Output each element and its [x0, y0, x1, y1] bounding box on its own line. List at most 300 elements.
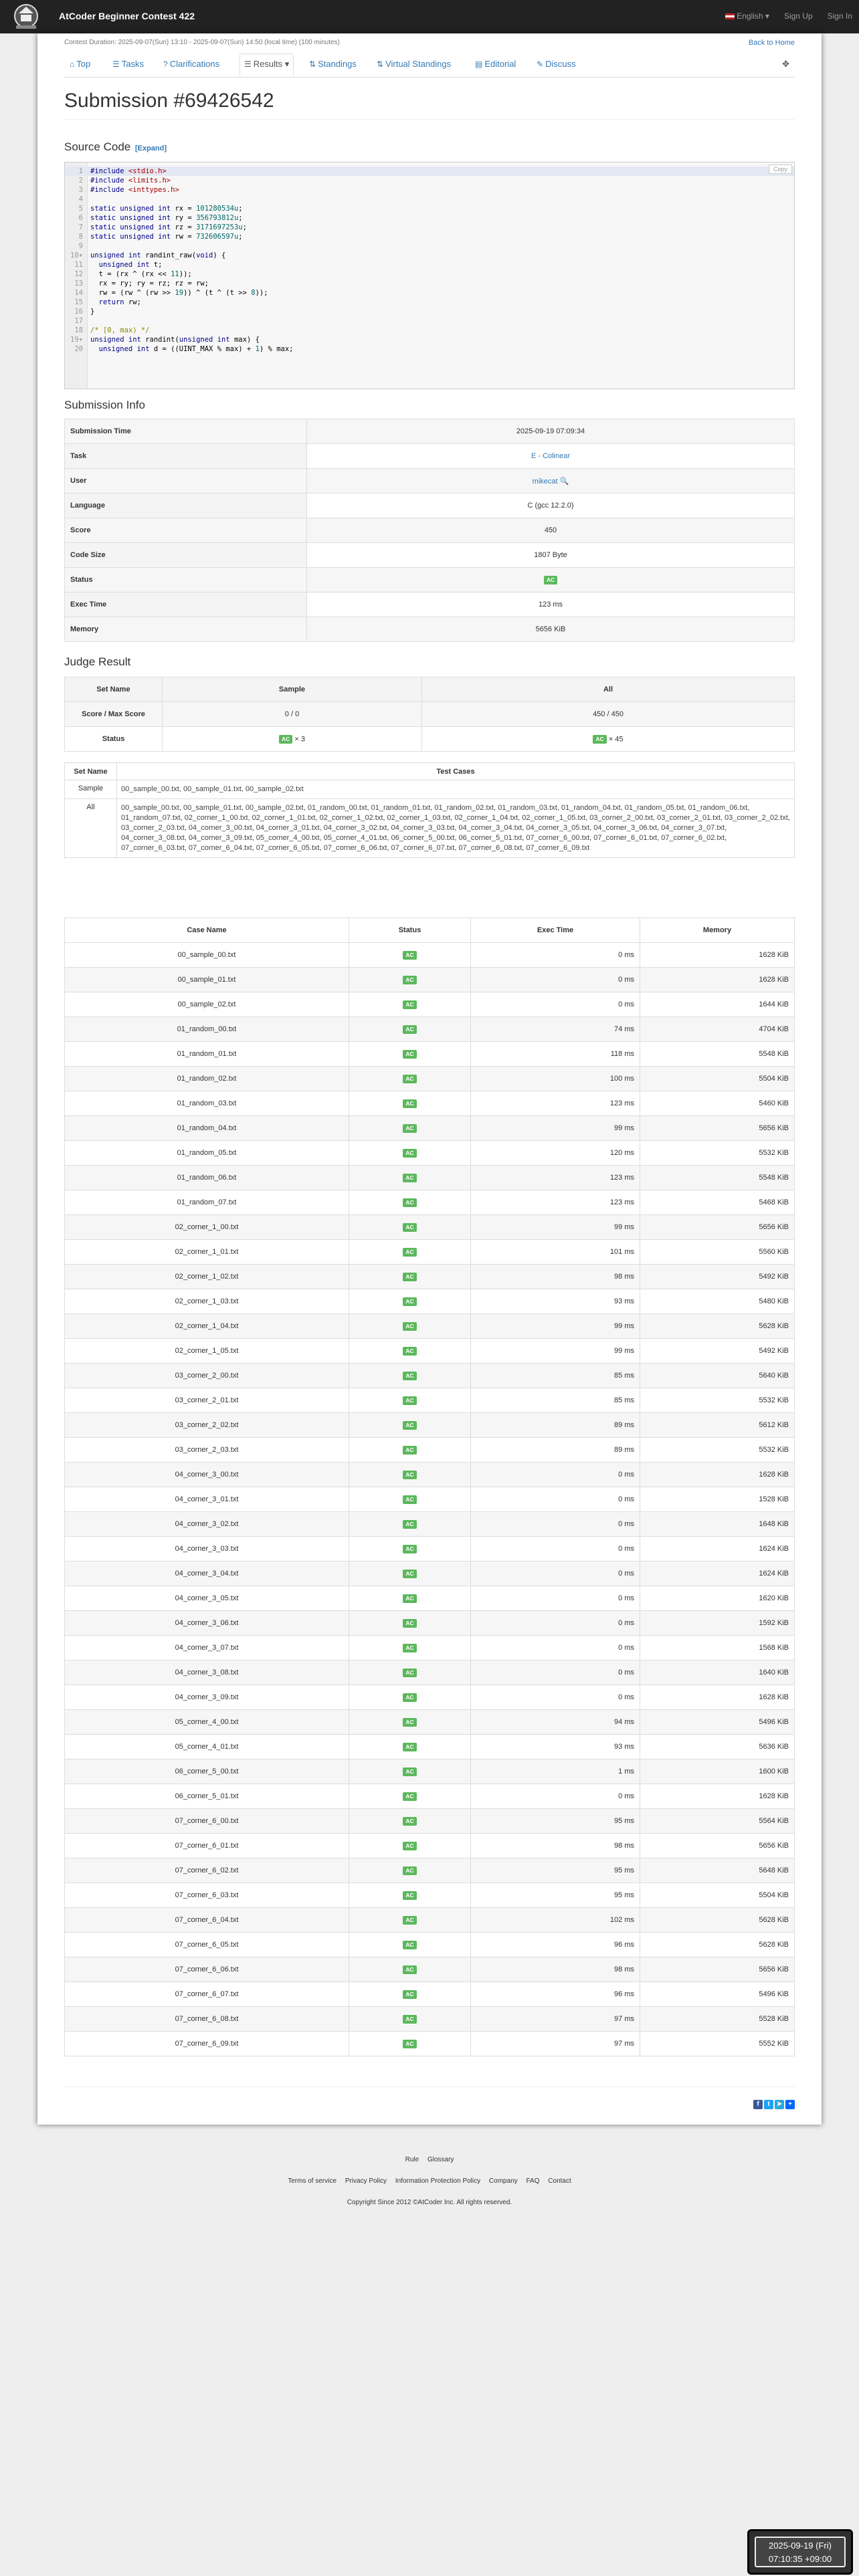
- status-badge-cell: [349, 1933, 471, 1957]
- table-row: [65, 2007, 795, 2032]
- info-label: Task: [65, 444, 307, 469]
- line-number: 13: [74, 280, 83, 288]
- code-text: static unsigned int ry = 356793812u;: [90, 214, 243, 222]
- status-badge: AC: [403, 1000, 416, 1009]
- exec-time-cell: [471, 1289, 640, 1314]
- case-name-cell: [65, 1017, 349, 1042]
- status-badge: AC: [279, 735, 292, 744]
- column-header: Test Cases: [117, 763, 795, 780]
- exec-time-cell: [471, 1685, 640, 1710]
- status-badge-cell: [349, 992, 471, 1017]
- line-number: 6: [78, 214, 83, 222]
- case-name-cell: [65, 1759, 349, 1784]
- info-row-exec-time: [65, 593, 795, 617]
- case-name: 01_random_02.txt: [177, 1075, 237, 1083]
- score-value: 450: [307, 518, 795, 543]
- footer-link-faq[interactable]: FAQ: [526, 2177, 540, 2185]
- main-container: [37, 33, 822, 2125]
- status-badge-cell: [349, 968, 471, 992]
- info-label: Memory: [65, 617, 307, 642]
- status-badge-cell: [349, 1685, 471, 1710]
- exec-time: 93 ms: [614, 1297, 634, 1305]
- code-line: [65, 270, 794, 279]
- home-icon: ⌂: [70, 60, 75, 69]
- memory-cell: [640, 1017, 795, 1042]
- memory-cell: [640, 1537, 795, 1562]
- exec-time-cell: [471, 1562, 640, 1586]
- status-badge-cell: [349, 1364, 471, 1388]
- info-row-score: [65, 518, 795, 543]
- memory-cell: [640, 1240, 795, 1265]
- sign-up-link[interactable]: Sign Up: [783, 11, 813, 21]
- code-line: [65, 251, 794, 260]
- tab-virtual-standings[interactable]: [377, 59, 451, 69]
- line-number: 19▾: [70, 336, 83, 344]
- user-link[interactable]: mikecat: [532, 477, 558, 486]
- status-badge: AC: [403, 1372, 416, 1380]
- status-badge: AC: [403, 1594, 416, 1603]
- code-line: [65, 167, 794, 176]
- exec-time-cell: [471, 1438, 640, 1463]
- line-number: 8: [78, 233, 83, 241]
- status-badge: AC: [403, 1767, 416, 1776]
- table-row: [65, 1982, 795, 2007]
- memory: 5656 KiB: [759, 1124, 789, 1132]
- exec-time-cell: [471, 1166, 640, 1190]
- language-label: English: [737, 11, 763, 21]
- info-label: Score: [65, 518, 307, 543]
- case-name-cell: [65, 943, 349, 968]
- memory: 1628 KiB: [759, 951, 789, 959]
- exec-time: 123 ms: [609, 1198, 634, 1206]
- case-name-cell: [65, 1364, 349, 1388]
- status-badge-cell: [349, 1141, 471, 1166]
- code-text: /* [0, max) */: [90, 326, 150, 334]
- footer-link-company[interactable]: Company: [488, 2177, 518, 2185]
- memory-cell: [640, 1487, 795, 1512]
- exec-time: 123 ms: [609, 1099, 634, 1107]
- book-icon: ▤: [475, 60, 483, 69]
- memory: 1628 KiB: [759, 1792, 789, 1800]
- footer-link-privacy[interactable]: Privacy Policy: [345, 2177, 387, 2185]
- info-row-code-size: [65, 543, 795, 568]
- memory-cell: [640, 2007, 795, 2032]
- exec-time-cell: [471, 1314, 640, 1339]
- case-name: 01_random_01.txt: [177, 1050, 237, 1058]
- memory: 1624 KiB: [759, 1545, 789, 1553]
- table-row: [65, 1067, 795, 1091]
- footer-link-contact[interactable]: Contact: [548, 2177, 571, 2185]
- memory-cell: [640, 1388, 795, 1413]
- status-badge-cell: [349, 1463, 471, 1487]
- case-name: 01_random_04.txt: [177, 1124, 237, 1132]
- status-badge-cell: [349, 1908, 471, 1933]
- case-name-cell: [65, 1908, 349, 1933]
- exec-time: 95 ms: [614, 1891, 634, 1899]
- submission-info-table: [64, 419, 795, 642]
- case-name: 05_corner_4_00.txt: [175, 1718, 239, 1726]
- set-name: All: [65, 799, 117, 858]
- status-badge: AC: [544, 576, 557, 584]
- tab-discuss[interactable]: [537, 59, 576, 69]
- code-line: [65, 307, 794, 316]
- code-text: unsigned int d = ((UINT_MAX % max) + 1) % max;: [98, 345, 294, 353]
- status-badge: AC: [403, 1792, 416, 1801]
- case-name-cell: [65, 1265, 349, 1289]
- case-name: 04_corner_3_07.txt: [175, 1644, 239, 1652]
- case-name: 02_corner_1_01.txt: [175, 1248, 239, 1256]
- exec-time: 0 ms: [618, 1471, 634, 1479]
- memory-cell: [640, 1586, 795, 1611]
- memory: 1620 KiB: [759, 1594, 789, 1602]
- status-badge-cell: [349, 1883, 471, 1908]
- exec-time-cell: [471, 1710, 640, 1735]
- exec-time: 0 ms: [618, 1669, 634, 1677]
- exec-time-cell: [471, 1413, 640, 1438]
- judge-status-row: [65, 727, 795, 752]
- memory-cell: [640, 1685, 795, 1710]
- pin-icon[interactable]: ✥: [782, 59, 789, 69]
- list-icon: ☰: [244, 60, 252, 69]
- all-score: 450 / 450: [422, 702, 795, 727]
- status-badge-cell: [349, 1017, 471, 1042]
- back-to-home-link[interactable]: Back to Home: [748, 39, 795, 47]
- twitter-icon[interactable]: t: [764, 2100, 773, 2109]
- memory-cell: [640, 2032, 795, 2056]
- table-row: [65, 1784, 795, 1809]
- memory: 5656 KiB: [759, 1223, 789, 1231]
- code-text: return rw;: [98, 298, 141, 306]
- memory-cell: [640, 1784, 795, 1809]
- case-name-cell: [65, 1858, 349, 1883]
- case-name: 04_corner_3_06.txt: [175, 1619, 239, 1627]
- memory-cell: [640, 943, 795, 968]
- memory: 5552 KiB: [759, 2040, 789, 2048]
- case-name: 02_corner_1_05.txt: [175, 1347, 239, 1355]
- memory-cell: [640, 1289, 795, 1314]
- memory-cell: [640, 1339, 795, 1364]
- status-badge-cell: [349, 1240, 471, 1265]
- nav-right-links: [725, 11, 852, 21]
- sort-icon: ⇅: [377, 60, 384, 69]
- footer-link-rule[interactable]: Rule: [405, 2156, 419, 2163]
- test-cases-table: [64, 918, 795, 2056]
- memory: 5640 KiB: [759, 1372, 789, 1380]
- contest-duration: Contest Duration: 2025-09-07(Sun) 13:10 - 2025-09-07(Sun) 14:50 (local time) (100 minutes): [64, 39, 340, 46]
- case-name: 07_corner_6_03.txt: [175, 1891, 239, 1899]
- tab-label: Results: [253, 59, 283, 69]
- tab-label: Top: [76, 59, 91, 69]
- case-name-cell: [65, 1166, 349, 1190]
- case-name: 03_corner_2_00.txt: [175, 1372, 239, 1380]
- code-line: [65, 176, 794, 185]
- clock-date: 2025-09-19 (Fri): [769, 2541, 832, 2551]
- exec-time: 0 ms: [618, 1693, 634, 1701]
- status-badge-cell: [349, 1710, 471, 1735]
- case-name-cell: [65, 1537, 349, 1562]
- exec-time: 120 ms: [609, 1149, 634, 1157]
- memory: 1628 KiB: [759, 1693, 789, 1701]
- status-badge: AC: [403, 1817, 416, 1826]
- tab-tasks[interactable]: [112, 59, 144, 69]
- memory-cell: [640, 1463, 795, 1487]
- judge-result-heading: Judge Result: [64, 655, 131, 668]
- memory: 1528 KiB: [759, 1495, 789, 1503]
- code-text: unsigned int randint(unsigned int max) {: [90, 336, 260, 344]
- list-icon: ☰: [112, 60, 120, 69]
- case-name: 02_corner_1_03.txt: [175, 1297, 239, 1305]
- status-badge: AC: [403, 1025, 416, 1034]
- exec-time: 0 ms: [618, 1495, 634, 1503]
- status-badge: AC: [403, 1866, 416, 1875]
- code-text: #include <inttypes.h>: [90, 186, 179, 194]
- status-badge: AC: [403, 1545, 416, 1553]
- status-badge-cell: [349, 1809, 471, 1834]
- memory: 5560 KiB: [759, 1248, 789, 1256]
- case-name-cell: [65, 1883, 349, 1908]
- status-badge: AC: [403, 1718, 416, 1727]
- info-label: Code Size: [65, 543, 307, 568]
- status-badge-cell: [349, 1116, 471, 1141]
- case-name-cell: [65, 1982, 349, 2007]
- table-row: [65, 943, 795, 968]
- memory-cell: [640, 1364, 795, 1388]
- case-name: 03_corner_2_03.txt: [175, 1446, 239, 1454]
- status-badge-cell: [349, 1042, 471, 1067]
- exec-time-cell: [471, 1339, 640, 1364]
- case-name-cell: [65, 1190, 349, 1215]
- case-name-cell: [65, 1710, 349, 1735]
- row-label: Score / Max Score: [65, 702, 163, 727]
- clock-time: 07:10:35 +09:00: [768, 2554, 832, 2564]
- exec-time: 1 ms: [618, 1767, 634, 1776]
- case-name-cell: [65, 1512, 349, 1537]
- memory: 5460 KiB: [759, 1099, 789, 1107]
- expand-link[interactable]: [Expand]: [134, 144, 167, 152]
- memory: 1592 KiB: [759, 1619, 789, 1627]
- status-badge-cell: [349, 1388, 471, 1413]
- contest-name-link[interactable]: AtCoder Beginner Contest 422: [59, 11, 195, 21]
- source-code-box[interactable]: [64, 162, 795, 389]
- case-name: 07_corner_6_06.txt: [175, 1965, 239, 1973]
- tab-editorial[interactable]: [475, 59, 516, 69]
- code-line: [65, 241, 794, 251]
- exec-time-cell: [471, 1388, 640, 1413]
- telegram-icon[interactable]: ➤: [775, 2100, 784, 2109]
- status-badge: AC: [403, 1396, 416, 1405]
- tab-standings[interactable]: [309, 59, 357, 69]
- table-row: [65, 1091, 795, 1116]
- share-buttons: [753, 2100, 795, 2109]
- exec-time: 0 ms: [618, 1594, 634, 1602]
- set-cases: 00_sample_00.txt, 00_sample_01.txt, 00_sample_02.txt: [117, 780, 795, 799]
- code-text: #include <stdio.h>: [90, 167, 167, 175]
- code-text: unsigned int t;: [98, 261, 163, 269]
- code-text: rw = (rw ^ (rw >> 19)) ^ (t ^ (t >> 8));: [90, 289, 268, 297]
- case-name-cell: [65, 1438, 349, 1463]
- code-line: [65, 232, 794, 241]
- memory-cell: [640, 1957, 795, 1982]
- table-row: [65, 968, 795, 992]
- case-name: 04_corner_3_03.txt: [175, 1545, 239, 1553]
- exec-time: 0 ms: [618, 1570, 634, 1578]
- case-name-cell: [65, 1685, 349, 1710]
- info-row-status: [65, 568, 795, 593]
- table-row: [65, 1957, 795, 1982]
- judge-result-table: [64, 677, 795, 752]
- exec-time: 94 ms: [614, 1718, 634, 1726]
- language-dropdown[interactable]: English ▾: [725, 11, 769, 21]
- source-code-title: Source Code: [64, 140, 131, 153]
- sign-in-link[interactable]: Sign In: [827, 11, 852, 21]
- table-row: [65, 1240, 795, 1265]
- memory: 5628 KiB: [759, 1916, 789, 1924]
- status-badge-cell: [349, 1265, 471, 1289]
- case-name: 04_corner_3_01.txt: [175, 1495, 239, 1503]
- code-line: [65, 260, 794, 270]
- question-icon: ?: [163, 60, 168, 69]
- case-name: 07_corner_6_09.txt: [175, 2040, 239, 2048]
- case-name: 07_corner_6_04.txt: [175, 1916, 239, 1924]
- status-badge: AC: [403, 1149, 416, 1158]
- memory: 5532 KiB: [759, 1149, 789, 1157]
- status-badge-cell: [349, 943, 471, 968]
- status-badge: AC: [403, 1693, 416, 1702]
- divider: [64, 119, 795, 120]
- atcoder-logo-icon[interactable]: [9, 1, 43, 32]
- code-line: [65, 195, 794, 204]
- case-name: 03_corner_2_01.txt: [175, 1396, 239, 1404]
- exec-time: 0 ms: [618, 1619, 634, 1627]
- table-row: [65, 1908, 795, 1933]
- comment-icon: ✎: [537, 60, 544, 69]
- exec-time: 118 ms: [610, 1050, 634, 1058]
- table-row: [65, 1190, 795, 1215]
- footer-link-info-protection[interactable]: Information Protection Policy: [395, 2177, 481, 2185]
- status-badge: AC: [403, 1941, 416, 1949]
- table-row: [65, 1017, 795, 1042]
- fixed-clock: [747, 2529, 853, 2575]
- exec-time-cell: [471, 1933, 640, 1957]
- exec-time-cell: [471, 1636, 640, 1660]
- language-value: C (gcc 12.2.0): [307, 494, 795, 518]
- case-name: 00_sample_02.txt: [177, 1000, 236, 1008]
- memory-cell: [640, 1759, 795, 1784]
- code-text: #include <limits.h>: [90, 177, 171, 185]
- code-line: [65, 344, 794, 354]
- info-label: Exec Time: [65, 593, 307, 617]
- share-plus-icon[interactable]: +: [785, 2100, 795, 2109]
- case-name-cell: [65, 1289, 349, 1314]
- status-badge-cell: [349, 1215, 471, 1240]
- status-badge: AC: [403, 951, 416, 960]
- submission-time: 2025-09-19 07:09:34: [307, 419, 795, 444]
- memory-cell: [640, 1858, 795, 1883]
- memory-cell: [640, 1562, 795, 1586]
- footer-link-terms[interactable]: Terms of service: [288, 2177, 337, 2185]
- copy-button[interactable]: Copy: [769, 165, 792, 174]
- memory: 5532 KiB: [759, 1446, 789, 1454]
- exec-time-cell: [471, 1586, 640, 1611]
- tab-clarifications[interactable]: [163, 59, 219, 69]
- case-name-cell: [65, 1141, 349, 1166]
- case-name-cell: [65, 1215, 349, 1240]
- facebook-icon[interactable]: f: [753, 2100, 763, 2109]
- case-name: 05_corner_4_01.txt: [175, 1743, 239, 1751]
- table-row: [65, 1314, 795, 1339]
- case-name-cell: [65, 1735, 349, 1759]
- status-badge-cell: [349, 1067, 471, 1091]
- status-badge-cell: [349, 1487, 471, 1512]
- status-badge: AC: [403, 1965, 416, 1974]
- table-row: [65, 1215, 795, 1240]
- column-header: Sample: [163, 677, 422, 702]
- status-badge: AC: [403, 2015, 416, 2024]
- tab-top[interactable]: [70, 59, 90, 69]
- table-row: [65, 1116, 795, 1141]
- info-row-time: [65, 419, 795, 444]
- footer-link-glossary[interactable]: Glossary: [427, 2156, 454, 2163]
- case-name-cell: [65, 1636, 349, 1660]
- exec-time: 0 ms: [618, 1644, 634, 1652]
- code-text: }: [90, 308, 95, 316]
- memory-cell: [640, 1611, 795, 1636]
- case-name-cell: [65, 1487, 349, 1512]
- status-badge: AC: [403, 1050, 416, 1059]
- task-link[interactable]: E - Colinear: [531, 452, 571, 460]
- table-row: [65, 1562, 795, 1586]
- case-name: 02_corner_1_04.txt: [175, 1322, 239, 1330]
- case-name-cell: [65, 1240, 349, 1265]
- set-header-row: [65, 763, 795, 780]
- exec-time-cell: [471, 1735, 640, 1759]
- memory-cell: [640, 1314, 795, 1339]
- exec-time-cell: [471, 1190, 640, 1215]
- memory-cell: [640, 1982, 795, 2007]
- tab-label: Clarifications: [169, 59, 220, 69]
- exec-time: 0 ms: [618, 1545, 634, 1553]
- memory: 5656 KiB: [759, 1842, 789, 1850]
- exec-time: 74 ms: [614, 1025, 634, 1033]
- exec-time: 85 ms: [614, 1396, 634, 1404]
- status-badge: AC: [403, 1124, 416, 1133]
- status-badge: AC: [403, 1570, 416, 1578]
- tab-results[interactable]: ☰ Results ▾: [240, 53, 294, 76]
- set-row-all: [65, 799, 795, 858]
- tab-label: Editorial: [484, 59, 516, 69]
- exec-time-cell: [471, 1215, 640, 1240]
- table-row: [65, 1685, 795, 1710]
- status-badge-cell: [349, 1586, 471, 1611]
- case-name: 01_random_06.txt: [177, 1174, 237, 1182]
- status-badge: AC: [593, 735, 606, 744]
- status-badge: AC: [403, 1223, 416, 1232]
- status-badge: AC: [403, 1916, 416, 1925]
- exec-time-cell: [471, 1042, 640, 1067]
- exec-time-cell: [471, 2007, 640, 2032]
- status-badge-cell: [349, 1834, 471, 1858]
- memory-cell: [640, 1067, 795, 1091]
- status-badge-cell: [349, 1858, 471, 1883]
- case-name: 01_random_05.txt: [177, 1149, 237, 1157]
- case-name-cell: [65, 1042, 349, 1067]
- footer-links-primary: [0, 2156, 859, 2163]
- exec-time-cell: [471, 1017, 640, 1042]
- memory-cell: [640, 1438, 795, 1463]
- status-badge: AC: [403, 1297, 416, 1306]
- status-badge-cell: [349, 1735, 471, 1759]
- search-icon[interactable]: 🔍: [559, 477, 569, 486]
